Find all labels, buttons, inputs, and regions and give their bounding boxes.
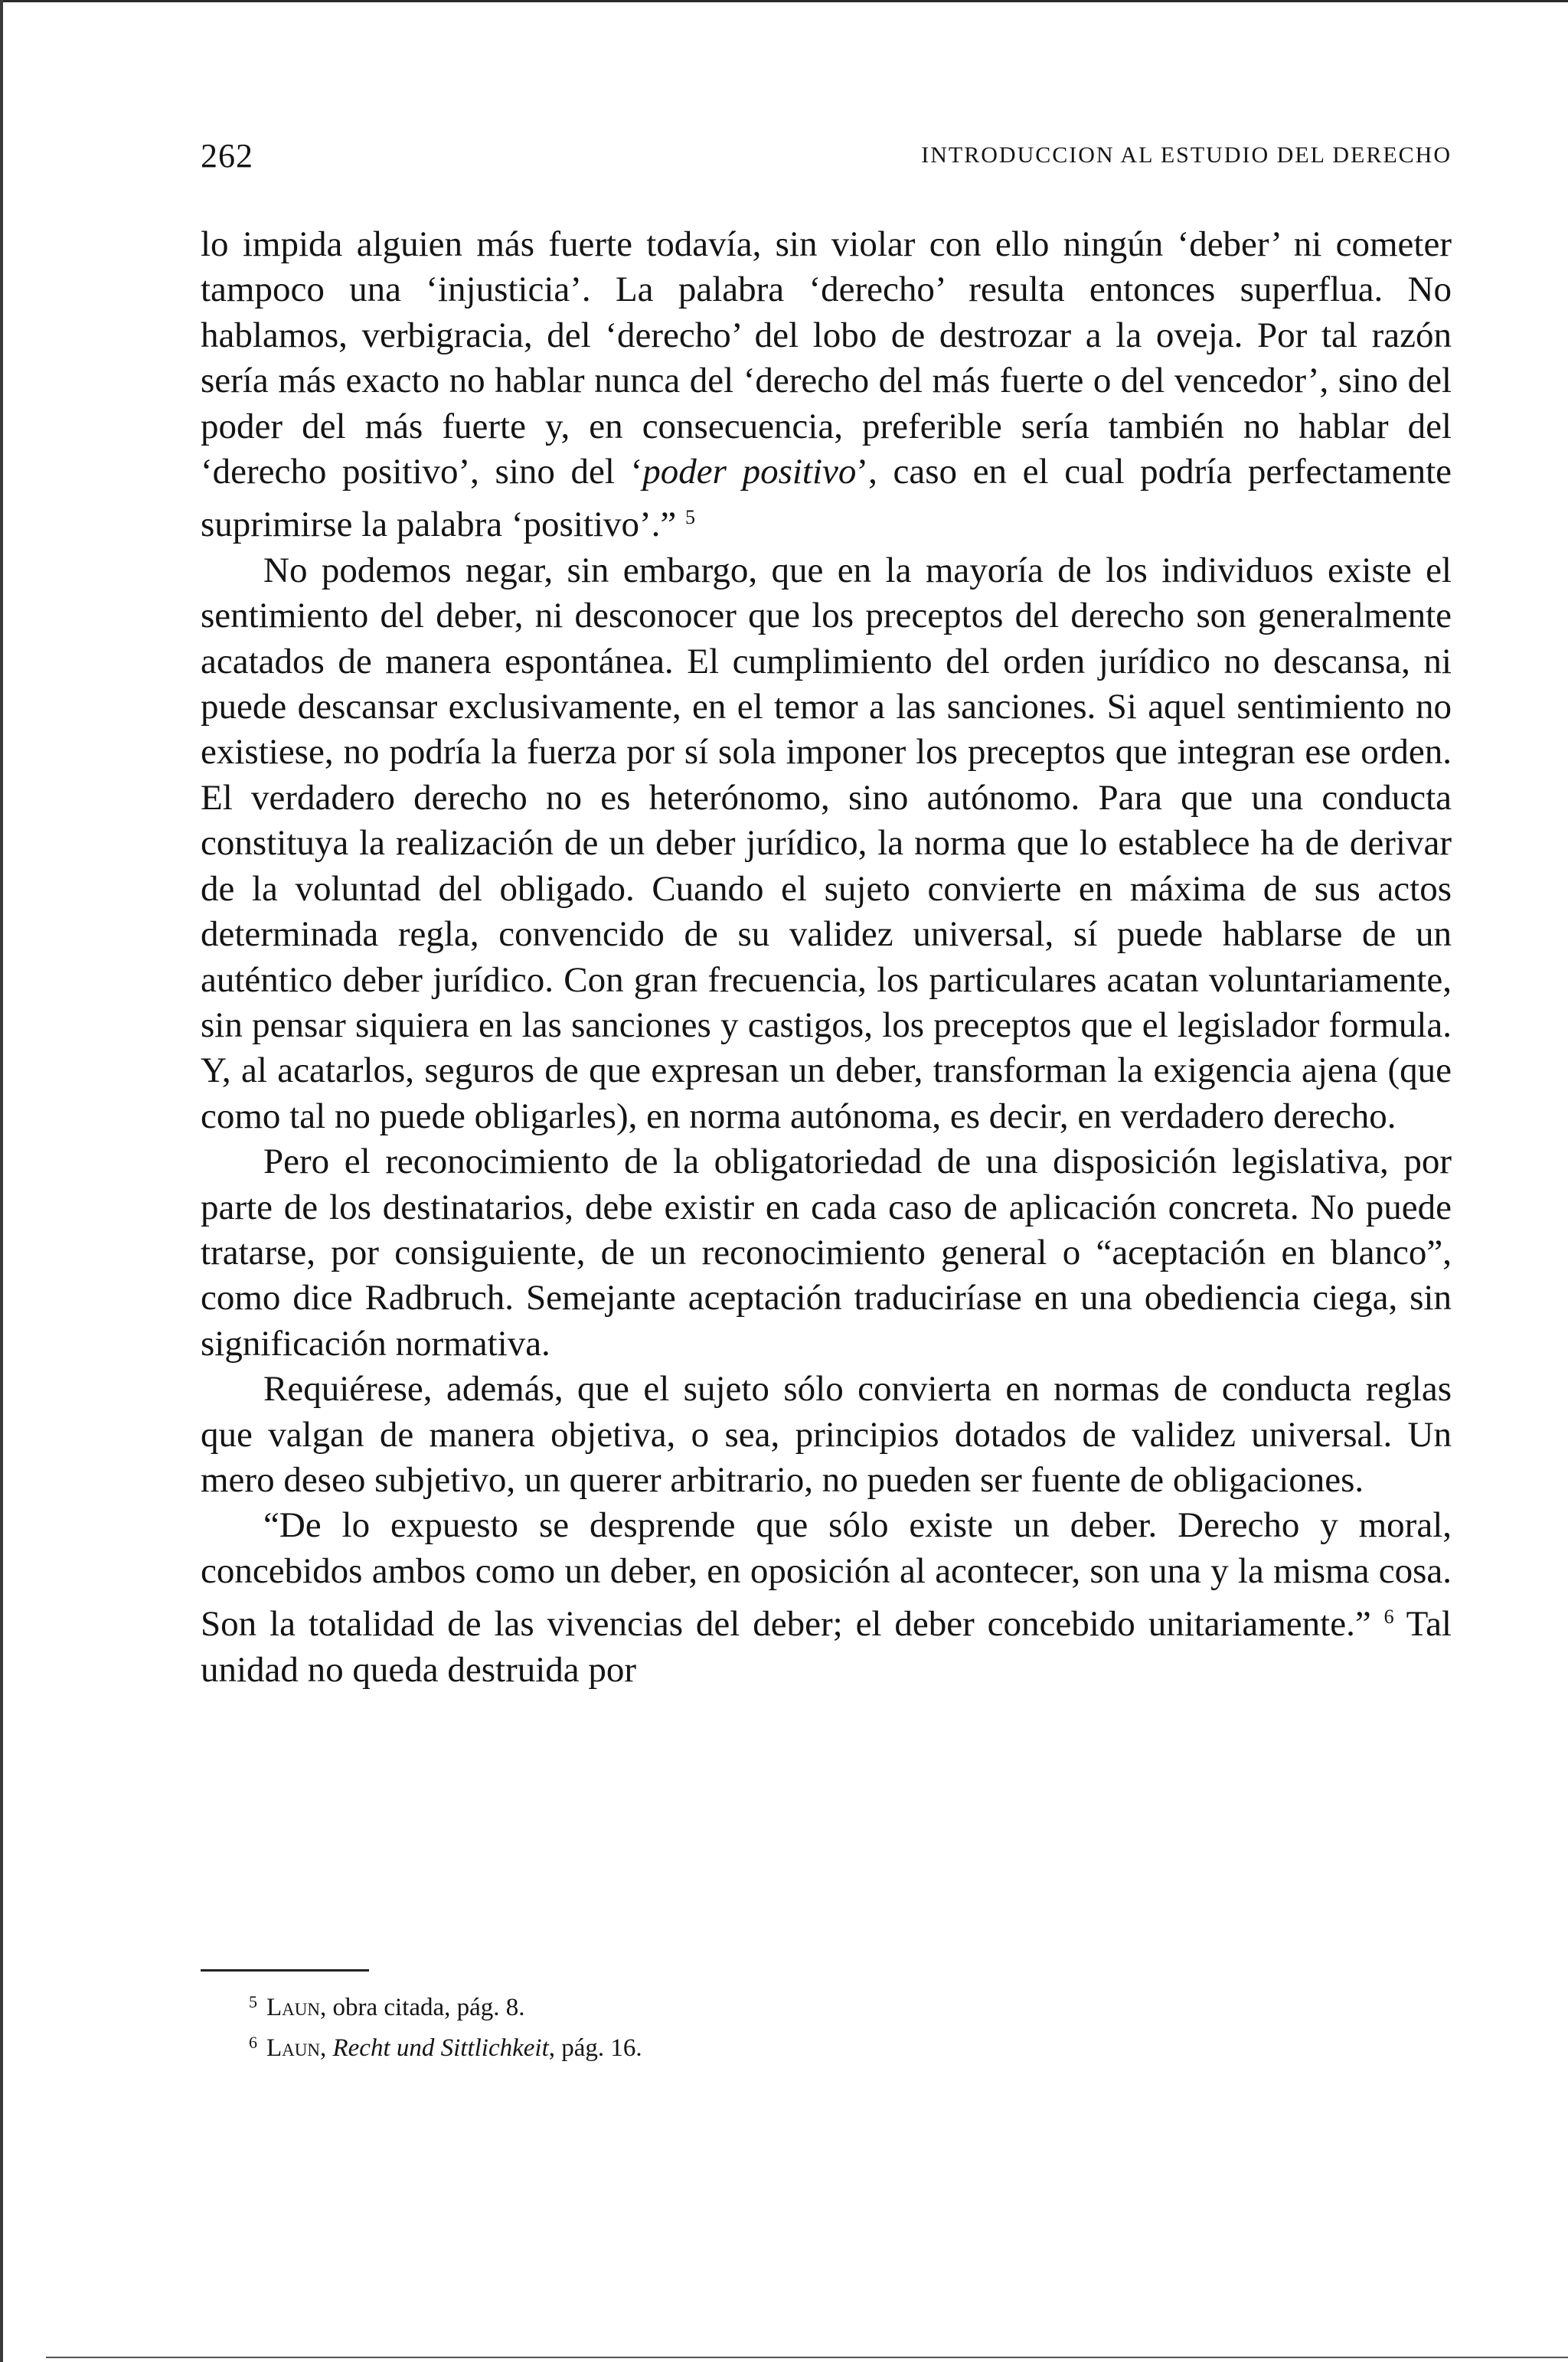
footnote-work-title: Recht und Sittlichkeit xyxy=(332,2034,549,2062)
footnote-divider xyxy=(201,1969,369,1972)
paragraph-5 xyxy=(201,1503,1452,1693)
body-text xyxy=(201,222,1452,1693)
scan-border-left xyxy=(0,0,3,2362)
footnote-ref-5[interactable]: 5 xyxy=(685,506,696,529)
footnote-separator: , xyxy=(320,2034,333,2062)
footnote-author: Laun xyxy=(266,2034,320,2062)
footnote-ref-6[interactable]: 6 xyxy=(1383,1606,1394,1629)
quotation: “De lo expuesto se desprende que sólo existe un deber. Derecho y moral, concebidos ambos como un deber, en oposición al acontecer, son una y la misma cosa. Son la totalidad de las vivencias del deber; el deber concebido unitariamente.” xyxy=(201,1505,1452,1645)
page-number: 262 xyxy=(201,137,253,175)
footnote-text: , pág. 16. xyxy=(548,2034,642,2062)
paragraph-4: Requiérese, además, que el sujeto sólo convierta en normas de conducta reglas que valgan de manera objetiva, o sea, principios dotados de validez universal. Un mero deseo subjetivo, un querer arbitrario, no pueden ser fuente de obligaciones. xyxy=(201,1369,1452,1500)
footnotes xyxy=(249,1985,642,2066)
footnote-number: 6 xyxy=(249,2033,257,2052)
running-title: INTRODUCCION AL ESTUDIO DEL DERECHO xyxy=(921,142,1452,168)
footnote-author: Laun xyxy=(266,1994,320,2021)
footnote-number: 5 xyxy=(249,1992,257,2011)
paragraph-5-tail: Tal unidad no queda destruida por xyxy=(201,1604,1452,1690)
italic-phrase: poder positivo xyxy=(642,452,857,492)
running-head xyxy=(201,136,1452,182)
footnote-6 xyxy=(249,2025,642,2066)
scan-border-top xyxy=(0,0,1568,2)
paragraph-1-text: lo impida alguien más fuerte todavía, sin violar con ello ningún ‘deber’ ni cometer tampoco una ‘injusticia’. La palabra ‘derecho’ resulta entonces superflua. No hablamos, verbigracia, del ‘derecho’ del lobo de destrozar a la oveja. Por tal razón sería más exacto no hablar nunca del ‘derecho del más fuerte o del vencedor’, sino del poder del más fuerte y, en consecuencia, preferible sería también no hablar del ‘derecho positivo’, sino del ‘ xyxy=(201,224,1452,492)
scan-border-bottom xyxy=(46,2357,1568,2358)
paragraph-1 xyxy=(201,222,1452,548)
paragraph-2: No podemos negar, sin embargo, que en la mayoría de los individuos existe el sentimiento del deber, ni desconocer que los preceptos del derecho son generalmente acatados de manera espontánea. El cumplimiento del orden jurídico no descansa, ni puede descansar exclusivamente, en el temor a las sanciones. Si aquel sentimiento no existiese, no podría la fuerza por sí sola imponer los preceptos que integran ese orden. El verdadero derecho no es heterónomo, sino autónomo. Para que una conducta constituya la realización de un deber jurídico, la norma que lo establece ha de derivar de la voluntad del obligado. Cuando el sujeto convierte en máxima de sus actos determinada regla, convencido de su validez universal, sí puede hablarse de un auténtico deber jurídico. Con gran frecuencia, los particulares acatan voluntariamente, sin pensar siquiera en las sanciones y castigos, los preceptos que el legislador formula. Y, al acatarlos, seguros de que expresan un deber, transforman la exigencia ajena (que como tal no puede obligarles), en norma autónoma, es decir, en verdadero derecho. xyxy=(201,550,1452,1136)
paragraph-3: Pero el reconocimiento de la obligatoriedad de una disposición legislativa, por parte de los destinatarios, debe existir en cada caso de aplicación concreta. No puede tratarse, por consiguiente, de un reconocimiento general o “aceptación en blanco”, como dice Radbruch. Semejante aceptación traduciríase en una obediencia ciega, sin significación normativa. xyxy=(201,1142,1452,1364)
footnote-5 xyxy=(249,1985,642,2025)
footnote-text: , obra citada, pág. 8. xyxy=(320,1994,525,2021)
paragraph-1-text-end: ’, caso en el cual podría perfectamente suprimirse la palabra ‘positivo’.” xyxy=(201,452,1452,545)
